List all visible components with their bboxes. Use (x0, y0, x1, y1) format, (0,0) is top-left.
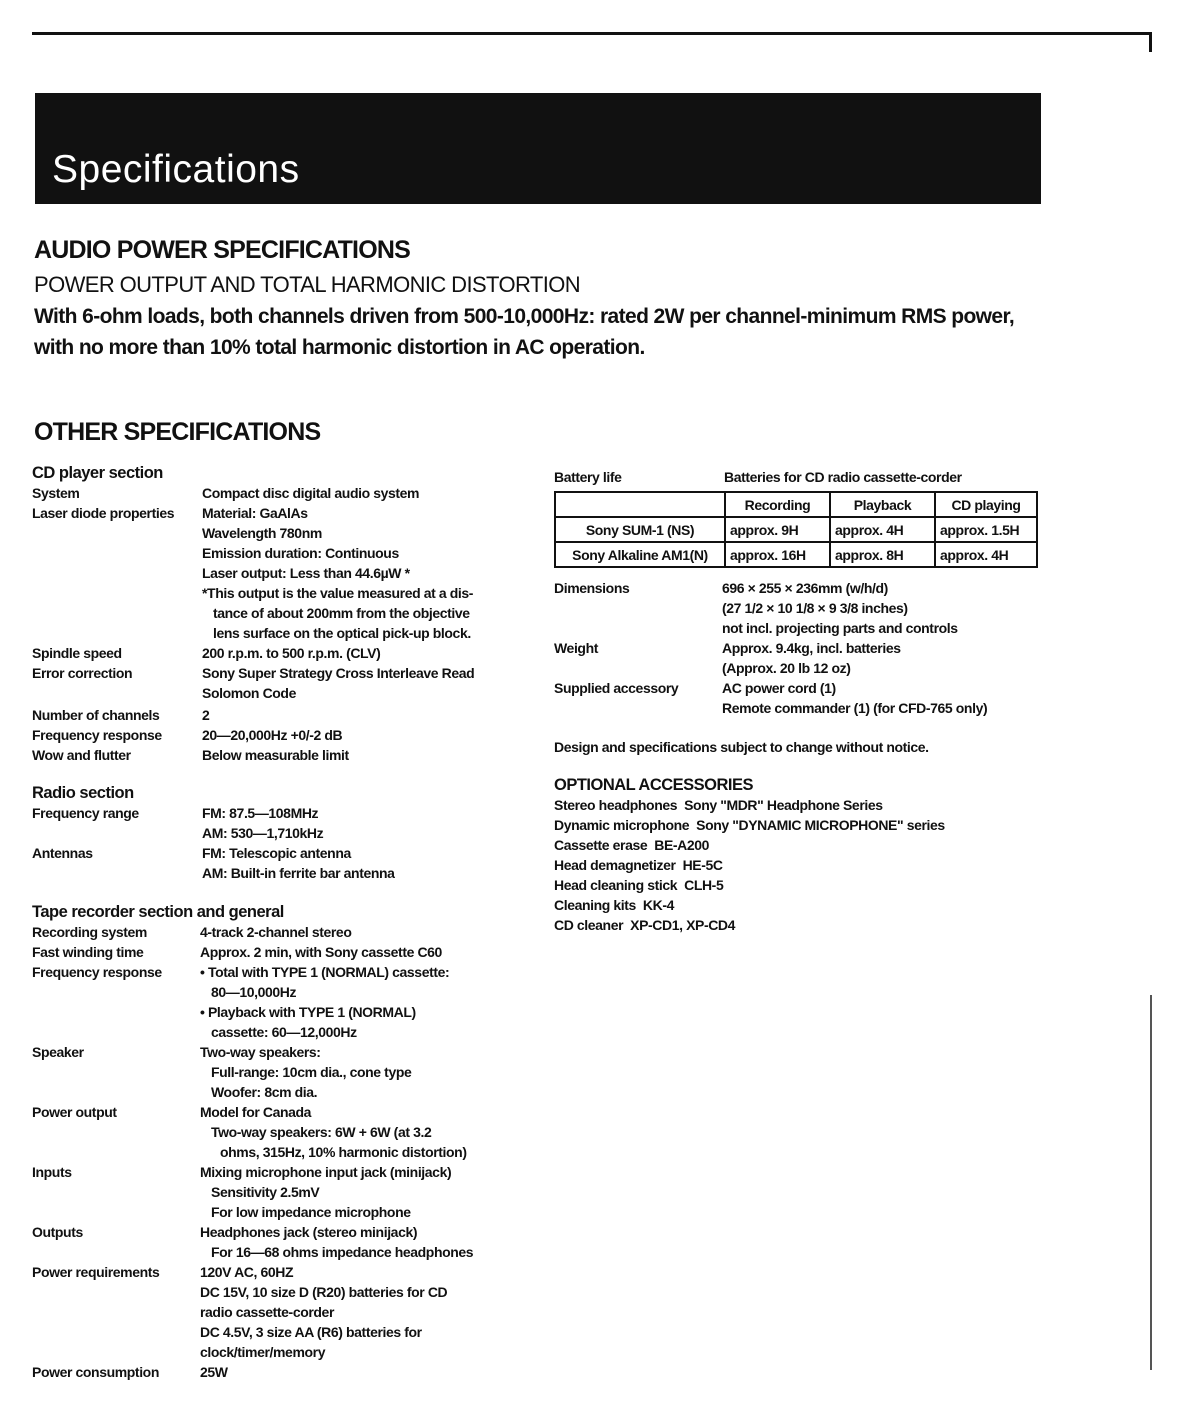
spec-power-consumption: Power consumption 25W (32, 1364, 228, 1380)
battery-table (554, 491, 1038, 568)
spec-dimensions: Dimensions 696 × 255 × 236mm (w/h/d) (27 1/2 × 10 1/8 × 9 3/8 inches) not incl. projecting parts and controls (554, 580, 958, 636)
title-banner (35, 93, 1041, 204)
page-title: Specifications (52, 148, 300, 191)
list-item: Head demagnetizer HE-5C (554, 857, 723, 873)
battery-header-playback: Playback (830, 492, 935, 517)
top-rule-tick (1149, 32, 1152, 52)
spec-weight: Weight Approx. 9.4kg, incl. batteries (Approx. 20 lb 12 oz) (554, 640, 901, 676)
tape-section-title: Tape recorder section and general (32, 903, 284, 921)
left-column (32, 463, 532, 1382)
spec-tape-freq: Frequency response • Total with TYPE 1 (NORMAL) cassette: 80—10,000Hz • Playback with TYPE 1 (NORMAL) cassette: 60—12,000Hz (32, 964, 450, 1040)
table-row: Sony SUM-1 (NS) approx. 9H approx. 4H approx. 1.5H (555, 517, 1037, 542)
spec-power-output: Power output Model for Canada Two-way speakers: 6W + 6W (at 3.2 ohms, 315Hz, 10% harmonic distortion) (32, 1104, 467, 1160)
spec-laser: Laser diode properties Material: GaAlAs Wavelength 780nm Emission duration: Continuous Laser output: Less than 44.6µW * *This output is the value measured at a dis- tance of about 200mm from the objective lens surface on the optical pick-up block. (32, 505, 474, 641)
spec-speaker: Speaker Two-way speakers: Full-range: 10cm dia., cone type Woofer: 8cm dia. (32, 1044, 412, 1100)
audio-heading: AUDIO POWER SPECIFICATIONS (34, 236, 410, 264)
list-item: Head cleaning stick CLH-5 (554, 877, 724, 893)
battery-header-recording: Recording (725, 492, 830, 517)
right-specs (554, 578, 1074, 935)
spec-error: Error correction Sony Super Strategy Cross Interleave Read Solomon Code (32, 665, 475, 701)
radio-section-title: Radio section (32, 784, 134, 802)
optional-list (554, 795, 1074, 935)
battery-caption: Batteries for CD radio cassette-corder (724, 469, 962, 485)
list-item: CD cleaner XP-CD1, XP-CD4 (554, 917, 736, 933)
battery-header-empty (555, 492, 725, 517)
audio-text: With 6-ohm loads, both channels driven from 500-10,000Hz: rated 2W per channel-minimum RMS power, with no more than 10% total harmonic distortion in AC operation. (34, 305, 1015, 359)
spec-winding: Fast winding time Approx. 2 min, with Sony cassette C60 (32, 944, 442, 960)
optional-title: OPTIONAL ACCESSORIES (554, 776, 754, 794)
list-item: Cassette erase BE-A200 (554, 837, 710, 853)
battery-life-label: Battery life (554, 469, 622, 485)
battery-header-cd: CD playing (935, 492, 1037, 517)
audio-subheading: POWER OUTPUT AND TOTAL HARMONIC DISTORTION (34, 272, 581, 297)
top-rule (32, 32, 1152, 35)
table-row: Sony Alkaline AM1(N) approx. 16H approx. 8H approx. 4H (555, 542, 1037, 567)
battery-life-header (554, 467, 1054, 487)
spec-outputs: Outputs Headphones jack (stereo minijack) For 16—68 ohms impedance headphones (32, 1224, 474, 1260)
spec-power-requirements: Power requirements 120V AC, 60HZ DC 15V, 10 size D (R20) batteries for CD radio cassette-corder DC 4.5V, 3 size AA (R6) batteries for clock/timer/memory (32, 1264, 448, 1360)
spec-inputs: Inputs Mixing microphone input jack (minijack) Sensitivity 2.5mV For low impedance microphone (32, 1164, 452, 1220)
spec-system: System Compact disc digital audio system (32, 485, 420, 501)
list-item: Cleaning kits KK-4 (554, 897, 674, 913)
spec-wow: Wow and flutter Below measurable limit (32, 747, 349, 763)
margin-line (1150, 995, 1152, 1370)
list-item: Dynamic microphone Sony "DYNAMIC MICROPHONE" series (554, 817, 945, 833)
spec-channels: Number of channels 2 (32, 707, 210, 723)
cd-section-title: CD player section (32, 464, 163, 482)
spec-antennas: Antennas FM: Telescopic antenna AM: Built-in ferrite bar antenna (32, 845, 395, 881)
spec-accessory: Supplied accessory AC power cord (1) Remote commander (1) (for CFD-765 only) (554, 680, 988, 716)
other-heading: OTHER SPECIFICATIONS (34, 418, 321, 446)
change-notice: Design and specifications subject to change without notice. (554, 739, 929, 755)
spec-recording: Recording system 4-track 2-channel stereo (32, 924, 352, 940)
spec-cd-freq: Frequency response 20—20,000Hz +0/-2 dB (32, 727, 343, 743)
spec-radio-range: Frequency range FM: 87.5—108MHz AM: 530—1,710kHz (32, 805, 324, 841)
battery-table-header (555, 492, 1037, 517)
list-item: Stereo headphones Sony "MDR" Headphone Series (554, 797, 883, 813)
spec-spindle: Spindle speed 200 r.p.m. to 500 r.p.m. (CLV) (32, 645, 381, 661)
